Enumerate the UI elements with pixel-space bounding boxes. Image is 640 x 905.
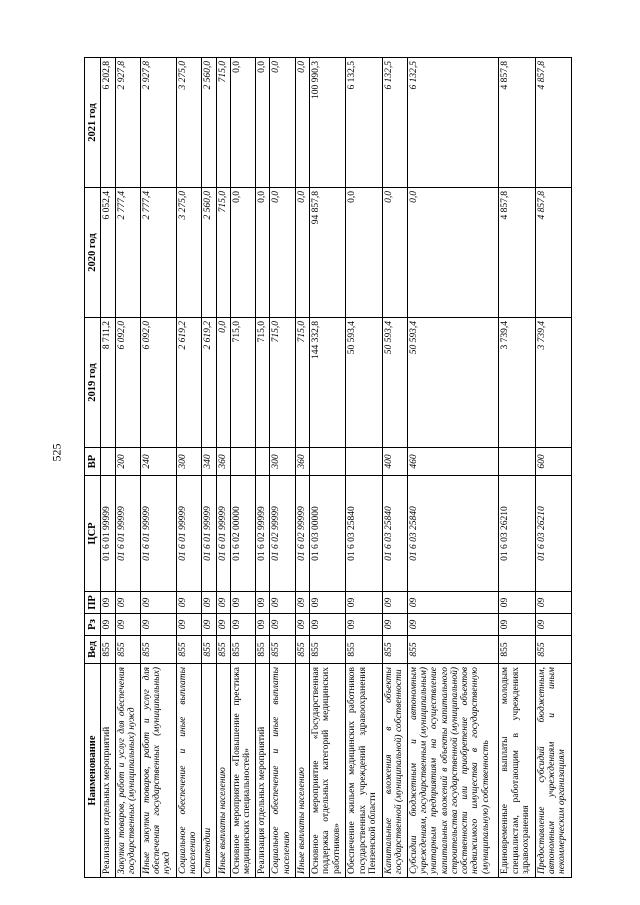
header-csr: ЦСР (85, 476, 101, 592)
table-row (216, 58, 230, 878)
row-ved-cell: 855 (382, 636, 407, 664)
row-vr-cell (346, 448, 382, 476)
row-vr-cell: 200 (115, 448, 140, 476)
row-csr-cell: 01 6 01 99999 (216, 476, 230, 592)
row-rz-cell: 09 (535, 614, 571, 636)
row-2020-value: 2 777,4 (115, 188, 140, 318)
row-csr-cell: 01 6 03 00000 (310, 476, 346, 592)
row-ved-cell: 855 (256, 636, 270, 664)
row-2021-value: 2 927,8 (115, 58, 140, 188)
row-2021-value: 3 275,0 (177, 58, 202, 188)
row-csr-cell: 01 6 01 99999 (115, 476, 140, 592)
row-pr-cell: 09 (177, 592, 202, 614)
row-2021-value: 2 560,0 (202, 58, 216, 188)
budget-table (84, 57, 572, 878)
table-row (256, 58, 270, 878)
row-name-cell: Иные выплаты населению (216, 664, 230, 878)
row-name-cell: Закупка товаров, работ и услуг для обеспечения государственных (муниципальных) нужд (115, 664, 140, 878)
row-pr-cell: 09 (140, 592, 176, 614)
table-row (407, 58, 498, 878)
row-2019-value: 3 739,4 (535, 318, 571, 448)
row-2019-value: 3 739,4 (499, 318, 535, 448)
row-vr-cell: 460 (407, 448, 498, 476)
row-2019-value: 50 593,4 (407, 318, 498, 448)
row-vr-cell: 300 (177, 448, 202, 476)
table-row (115, 58, 140, 878)
table-row (177, 58, 202, 878)
table-row (499, 58, 535, 878)
row-rz-cell: 09 (256, 614, 270, 636)
row-2019-value: 6 092,0 (115, 318, 140, 448)
row-pr-cell: 09 (346, 592, 382, 614)
row-2019-value: 50 593,4 (346, 318, 382, 448)
row-2019-value: 0,0 (216, 318, 230, 448)
row-2019-value: 144 332,8 (310, 318, 346, 448)
row-name-cell: Субсидии бюджетным и автономным учреждениям, государственным (муниципальным) унитарным предприятиям на осуществление капитальных вложений в объекты капитального строительства государственной (муниципальной) собственности или приобретение объектов недвижимого имущества в государственную (муниципальную) собственность (407, 664, 498, 878)
row-ved-cell: 855 (310, 636, 346, 664)
row-2021-value: 6 132,5 (346, 58, 382, 188)
row-rz-cell: 09 (101, 614, 115, 636)
row-2020-value: 0,0 (230, 188, 255, 318)
page-number: 525 (49, 443, 64, 462)
row-csr-cell: 01 6 01 99999 (140, 476, 176, 592)
row-2019-value: 8 711,2 (101, 318, 115, 448)
row-pr-cell: 09 (230, 592, 255, 614)
row-2021-value: 0,0 (295, 58, 309, 188)
table-row (295, 58, 309, 878)
row-name-cell: Социальное обеспечение и иные выплаты населению (177, 664, 202, 878)
header-vr: ВР (85, 448, 101, 476)
row-2021-value: 6 132,5 (382, 58, 407, 188)
row-vr-cell: 240 (140, 448, 176, 476)
row-ved-cell: 855 (295, 636, 309, 664)
row-2020-value: 4 857,8 (499, 188, 535, 318)
row-rz-cell: 09 (407, 614, 498, 636)
row-vr-cell (230, 448, 255, 476)
row-ved-cell: 855 (115, 636, 140, 664)
row-pr-cell: 09 (310, 592, 346, 614)
row-pr-cell: 09 (216, 592, 230, 614)
row-2019-value: 715,0 (295, 318, 309, 448)
row-rz-cell: 09 (499, 614, 535, 636)
table-row (230, 58, 255, 878)
row-ved-cell: 855 (177, 636, 202, 664)
row-name-cell: Стипендии (202, 664, 216, 878)
row-pr-cell: 09 (256, 592, 270, 614)
row-csr-cell: 01 6 03 26210 (499, 476, 535, 592)
row-ved-cell: 855 (499, 636, 535, 664)
row-vr-cell: 600 (535, 448, 571, 476)
row-csr-cell: 01 6 02 00000 (230, 476, 255, 592)
row-ved-cell: 855 (101, 636, 115, 664)
row-vr-cell: 360 (216, 448, 230, 476)
header-2020: 2020 год (85, 188, 101, 318)
table-row (535, 58, 571, 878)
row-csr-cell: 01 6 01 99999 (177, 476, 202, 592)
row-2020-value: 0,0 (346, 188, 382, 318)
row-2019-value: 50 593,4 (382, 318, 407, 448)
row-ved-cell: 855 (346, 636, 382, 664)
row-ved-cell: 855 (216, 636, 230, 664)
row-pr-cell: 09 (535, 592, 571, 614)
row-2021-value: 0,0 (256, 58, 270, 188)
row-rz-cell: 09 (202, 614, 216, 636)
table-row (101, 58, 115, 878)
row-2020-value: 2 777,4 (140, 188, 176, 318)
row-rz-cell: 09 (310, 614, 346, 636)
row-rz-cell: 09 (140, 614, 176, 636)
row-2021-value: 6 132,5 (407, 58, 498, 188)
row-2021-value: 4 857,8 (535, 58, 571, 188)
row-rz-cell: 09 (346, 614, 382, 636)
row-2020-value: 0,0 (407, 188, 498, 318)
row-2019-value: 715,0 (230, 318, 255, 448)
row-ved-cell: 855 (202, 636, 216, 664)
row-rz-cell: 09 (216, 614, 230, 636)
table-row (140, 58, 176, 878)
row-pr-cell: 09 (115, 592, 140, 614)
row-rz-cell: 09 (230, 614, 255, 636)
row-vr-cell: 400 (382, 448, 407, 476)
row-vr-cell: 340 (202, 448, 216, 476)
row-2020-value: 0,0 (256, 188, 270, 318)
row-pr-cell: 09 (202, 592, 216, 614)
row-name-cell: Предоставление субсидий бюджетным, автономным учреждениям и иным некоммерческим организациям (535, 664, 571, 878)
row-vr-cell (101, 448, 115, 476)
row-2020-value: 2 560,0 (202, 188, 216, 318)
table-row (270, 58, 295, 878)
row-rz-cell: 09 (295, 614, 309, 636)
header-ved: Вед (85, 636, 101, 664)
row-csr-cell: 01 6 02 99999 (295, 476, 309, 592)
row-2021-value: 0,0 (270, 58, 295, 188)
table-row (346, 58, 382, 878)
row-2019-value: 6 092,0 (140, 318, 176, 448)
row-csr-cell: 01 6 03 25840 (407, 476, 498, 592)
row-rz-cell: 09 (382, 614, 407, 636)
row-csr-cell: 01 6 03 25840 (382, 476, 407, 592)
row-ved-cell: 855 (407, 636, 498, 664)
row-rz-cell: 09 (115, 614, 140, 636)
row-2021-value: 715,0 (216, 58, 230, 188)
row-vr-cell (310, 448, 346, 476)
row-name-cell: Реализация отдельных мероприятий (256, 664, 270, 878)
row-2020-value: 0,0 (295, 188, 309, 318)
row-rz-cell: 09 (270, 614, 295, 636)
row-name-cell: Иные выплаты населению (295, 664, 309, 878)
row-csr-cell: 01 6 02 99999 (256, 476, 270, 592)
row-vr-cell: 360 (295, 448, 309, 476)
row-vr-cell: 300 (270, 448, 295, 476)
row-rz-cell: 09 (177, 614, 202, 636)
rotated-table-container (84, 58, 572, 878)
row-name-cell: Обеспечение жильем медицинских работников государственных учреждений здравоохранения Пензенской области (346, 664, 382, 878)
row-2021-value: 4 857,8 (499, 58, 535, 188)
row-2019-value: 715,0 (270, 318, 295, 448)
row-name-cell: Основное мероприятие «Повышение престижа медицинских специальностей» (230, 664, 255, 878)
row-2020-value: 94 857,8 (310, 188, 346, 318)
row-name-cell: Иные закупки товаров, работ и услуг для обеспечения государственных (муниципальных) нужд (140, 664, 176, 878)
row-2019-value: 2 619,2 (177, 318, 202, 448)
header-rz: Рз (85, 614, 101, 636)
row-2020-value: 0,0 (270, 188, 295, 318)
row-csr-cell: 01 6 01 99999 (202, 476, 216, 592)
row-pr-cell: 09 (499, 592, 535, 614)
row-name-cell: Капитальные вложения в объекты государственной (муниципальной) собственности (382, 664, 407, 878)
row-2020-value: 4 857,8 (535, 188, 571, 318)
table-row (310, 58, 346, 878)
table-header-row (85, 58, 101, 878)
row-ved-cell: 855 (140, 636, 176, 664)
row-ved-cell: 855 (535, 636, 571, 664)
header-2021: 2021 год (85, 58, 101, 188)
row-name-cell: Единовременные выплаты молодым специалистам, работающим в учреждениях здравоохранения (499, 664, 535, 878)
row-2020-value: 0,0 (382, 188, 407, 318)
row-name-cell: Основное мероприятие «Государственная поддержка отдельных категорий медицинских работников» (310, 664, 346, 878)
row-pr-cell: 09 (270, 592, 295, 614)
row-vr-cell (256, 448, 270, 476)
row-ved-cell: 855 (270, 636, 295, 664)
row-csr-cell: 01 6 03 25840 (346, 476, 382, 592)
row-2021-value: 100 990,3 (310, 58, 346, 188)
row-2020-value: 3 275,0 (177, 188, 202, 318)
row-csr-cell: 01 6 01 99999 (101, 476, 115, 592)
row-pr-cell: 09 (295, 592, 309, 614)
row-2019-value: 2 619,2 (202, 318, 216, 448)
table-body (101, 58, 572, 878)
table-row (202, 58, 216, 878)
table-row (382, 58, 407, 878)
row-pr-cell: 09 (101, 592, 115, 614)
row-csr-cell: 01 6 03 26210 (535, 476, 571, 592)
row-2021-value: 0,0 (230, 58, 255, 188)
row-2019-value: 715,0 (256, 318, 270, 448)
row-2020-value: 715,0 (216, 188, 230, 318)
header-2019: 2019 год (85, 318, 101, 448)
row-pr-cell: 09 (407, 592, 498, 614)
row-ved-cell: 855 (230, 636, 255, 664)
row-2020-value: 6 052,4 (101, 188, 115, 318)
row-pr-cell: 09 (382, 592, 407, 614)
row-2021-value: 6 202,8 (101, 58, 115, 188)
row-2021-value: 2 927,8 (140, 58, 176, 188)
row-name-cell: Социальное обеспечение и иные выплаты населению (270, 664, 295, 878)
row-vr-cell (499, 448, 535, 476)
header-pr: ПР (85, 592, 101, 614)
row-name-cell: Реализация отдельных мероприятий (101, 664, 115, 878)
row-csr-cell: 01 6 02 99999 (270, 476, 295, 592)
header-name: Наименование (85, 664, 101, 878)
